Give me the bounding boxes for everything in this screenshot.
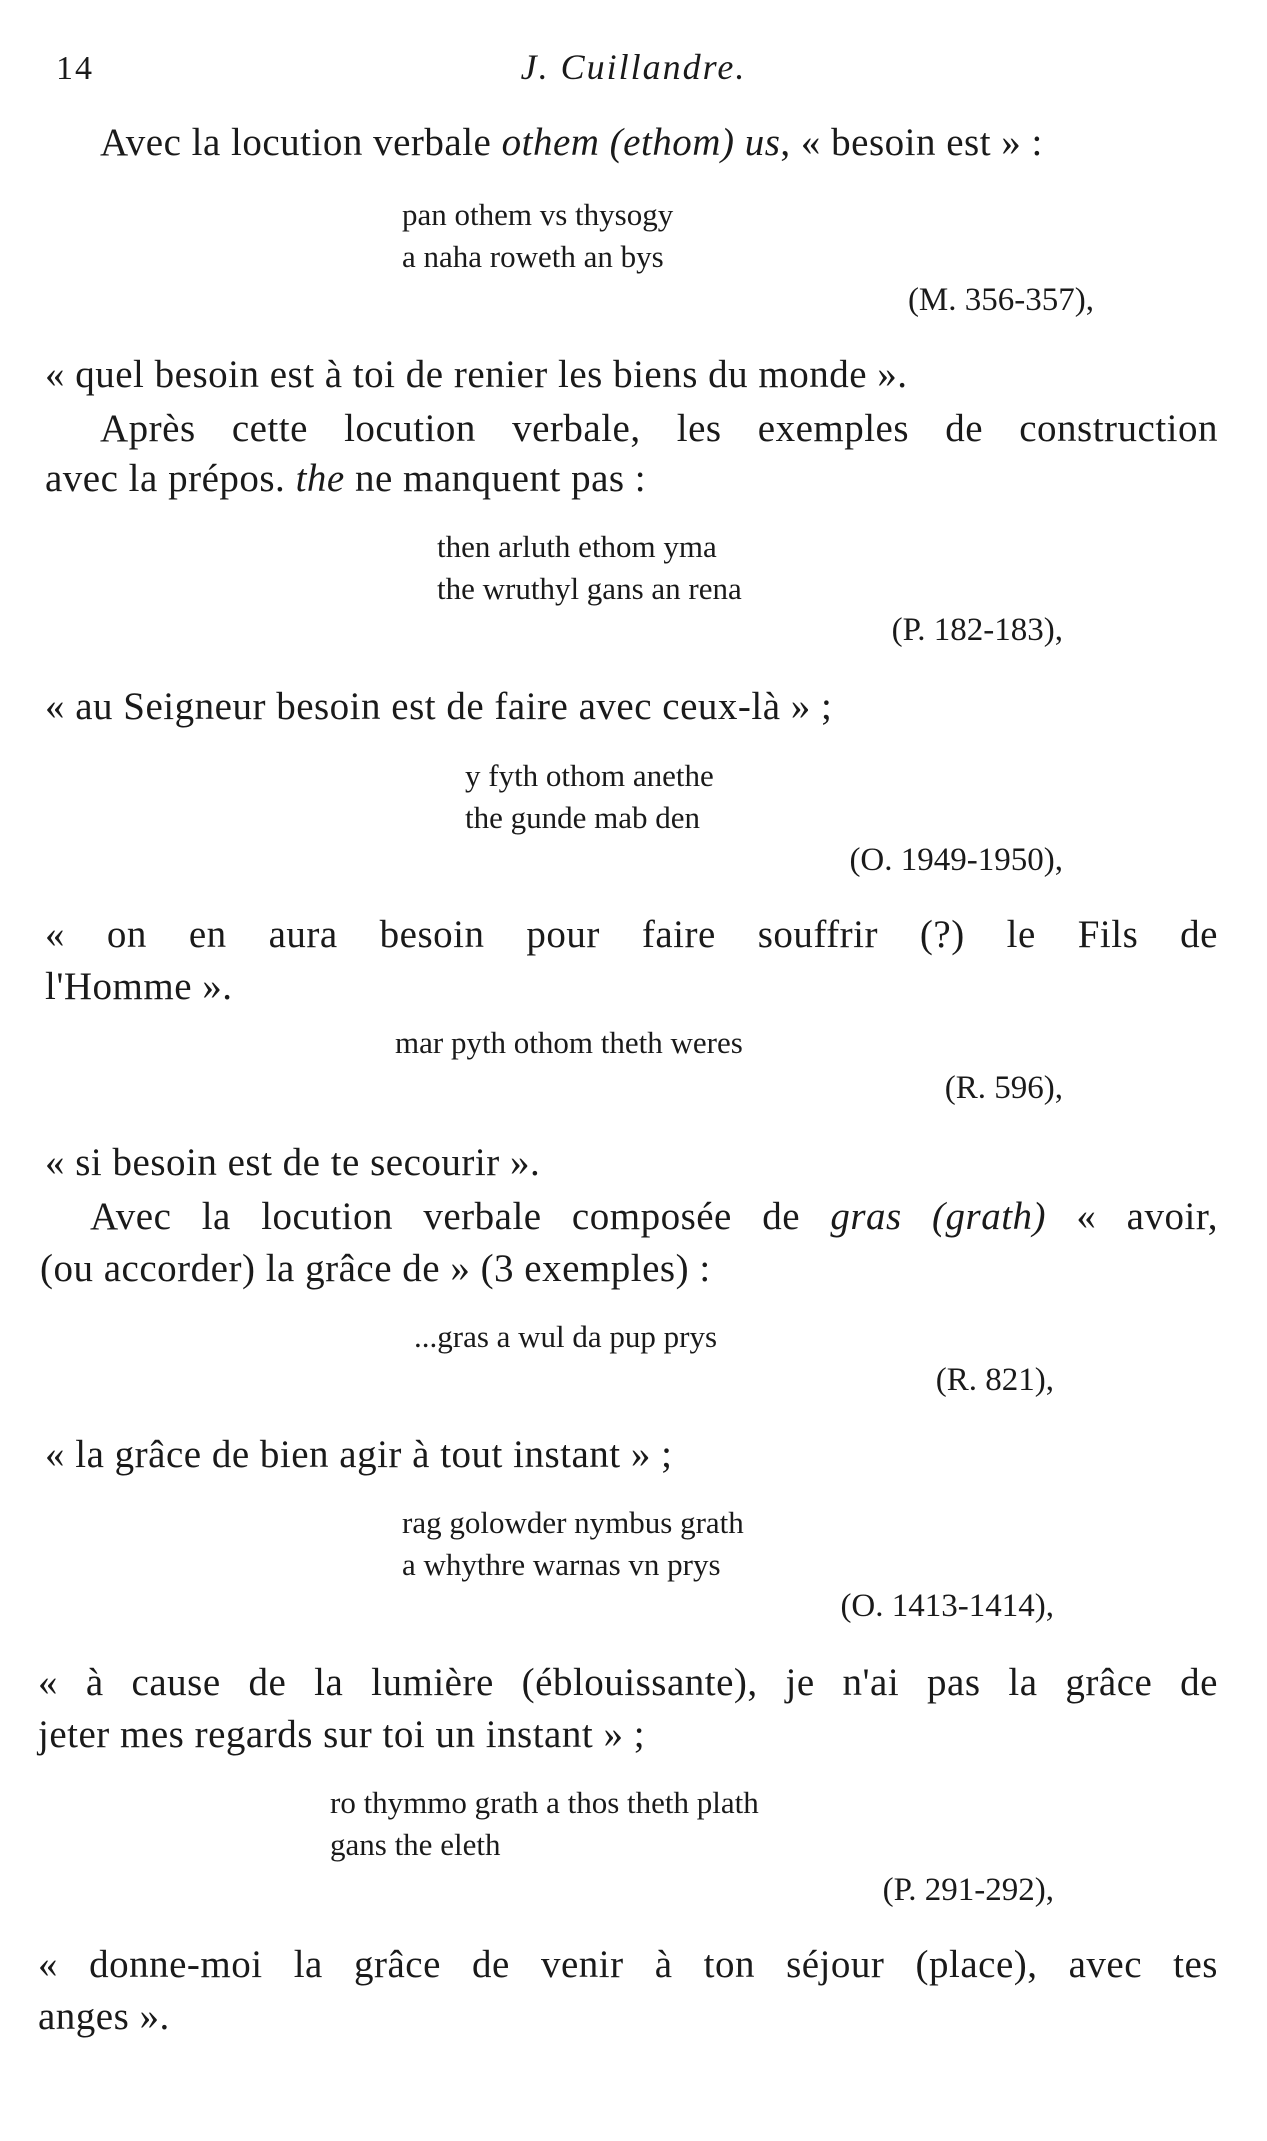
paragraph-line [100, 120, 1043, 165]
translation-line: jeter mes regards sur toi un instant » ; [38, 1713, 646, 1756]
cornish-term: gras (grath) [830, 1195, 1047, 1238]
translation-line: « on en aura besoin pour faire souffrir (?) le Fils de [45, 913, 1218, 956]
verse-line: ro thymmo grath a thos theth plath [330, 1785, 759, 1820]
translation-line: « donne-moi la grâce de venir à ton séjour (place), avec tes [38, 1943, 1218, 1986]
verse-line: the gunde mab den [465, 800, 701, 835]
paragraph-line: (ou accorder) la grâce de » (3 exemples) : [40, 1247, 711, 1290]
text: « avoir, [1046, 1195, 1218, 1238]
translation-line: « la grâce de bien agir à tout instant » ; [45, 1433, 673, 1476]
verse-line: ...gras a wul da pup prys [414, 1319, 718, 1354]
verse-quote [395, 1022, 743, 1064]
citation-reference: (O. 1949-1950), [849, 842, 1063, 878]
citation-reference: (O. 1413-1414), [840, 1588, 1054, 1624]
verse-quote [414, 1316, 717, 1358]
translation-line: « quel besoin est à toi de renier les biens du monde ». [45, 353, 908, 396]
verse-line: rag golowder nymbus grath [402, 1505, 744, 1540]
cornish-term: the [295, 457, 345, 500]
citation-reference: (P. 182-183), [891, 612, 1063, 648]
verse-line: a naha roweth an bys [402, 239, 664, 274]
text: avec la prépos. [45, 457, 296, 500]
text: Avec la locution verbale [100, 121, 502, 164]
page-number: 14 [56, 50, 94, 87]
verse-line: a whythre warnas vn prys [402, 1547, 721, 1582]
verse-line: pan othem vs thysogy [402, 197, 674, 232]
citation-reference: (R. 821), [935, 1362, 1054, 1398]
citation-reference: (P. 291-292), [882, 1872, 1054, 1908]
verse-line: the wruthyl gans an rena [437, 571, 742, 606]
translation-line: anges ». [38, 1995, 170, 2038]
citation-reference: (M. 356-357), [907, 282, 1094, 318]
text: Avec la locution verbale composée de [90, 1195, 831, 1238]
verse-line: mar pyth othom theth weres [395, 1025, 743, 1060]
verse-quote [437, 526, 742, 610]
paragraph-line: Après cette locution verbale, les exemples de construction [100, 407, 1218, 450]
text: , « besoin est » : [780, 121, 1043, 164]
translation-line: l'Homme ». [45, 965, 233, 1008]
text: ne manquent pas : [344, 457, 647, 500]
verse-quote [402, 1502, 744, 1586]
paragraph-line [45, 456, 646, 501]
verse-quote [465, 755, 714, 839]
verse-quote [330, 1782, 759, 1866]
verse-line: gans the eleth [330, 1827, 501, 1862]
translation-line: « si besoin est de te secourir ». [45, 1141, 541, 1184]
translation-line: « au Seigneur besoin est de faire avec ceux-là » ; [45, 685, 833, 728]
cornish-term: othem (ethom) us [501, 121, 781, 164]
paragraph-line [90, 1194, 1218, 1239]
verse-quote [402, 194, 673, 278]
running-head: J. Cuillandre. [520, 47, 747, 87]
verse-line: then arluth ethom yma [437, 529, 717, 564]
citation-reference: (R. 596), [944, 1070, 1063, 1106]
verse-line: y fyth othom anethe [465, 758, 714, 793]
translation-line: « à cause de la lumière (éblouissante), je n'ai pas la grâce de [38, 1661, 1218, 1704]
